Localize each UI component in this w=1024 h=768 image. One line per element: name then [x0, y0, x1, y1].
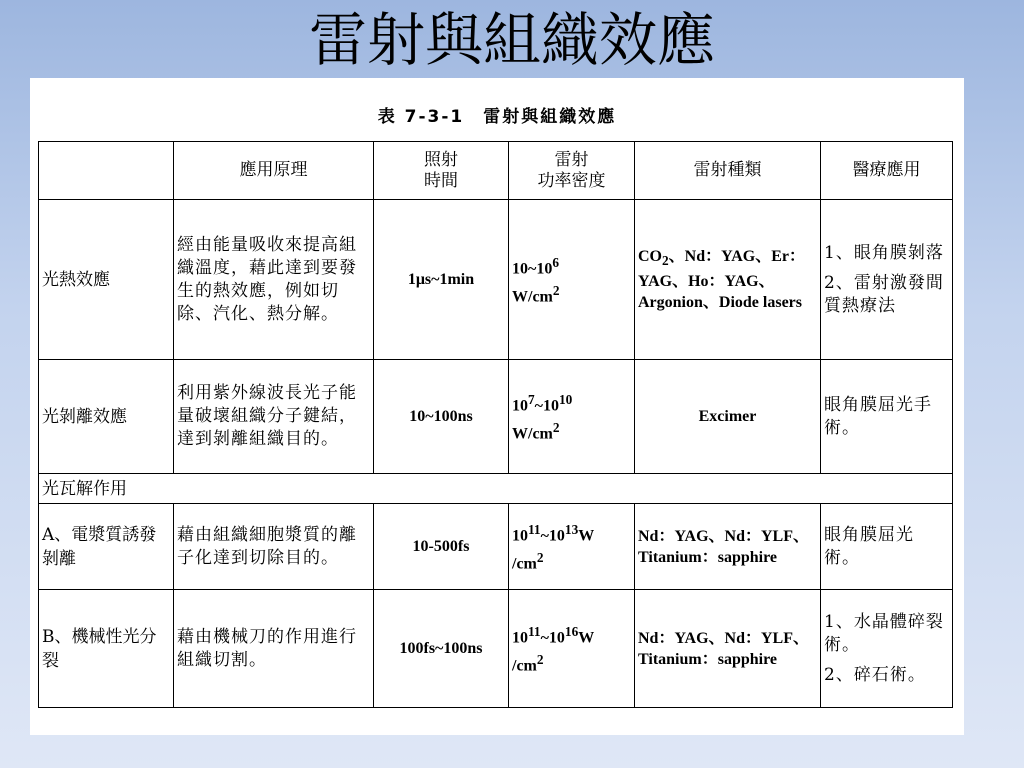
slide-title: 雷射與組織效應 [308, 6, 715, 74]
cell-medical-application: 1、水晶體碎裂術。 2、碎石術。 [821, 590, 953, 708]
row-label-photothermal: 光熱效應 [39, 200, 174, 360]
header-power-density: 雷射 功率密度 [509, 142, 635, 200]
cell-power-density: $10^7\sim 10^{10}$ $W/cm^2$ [509, 360, 635, 474]
header-laser-type: 雷射種類 [635, 142, 821, 200]
section-photodisruption: 光瓦解作用 [39, 474, 953, 504]
cell-exposure-time: 1μs~1min [374, 200, 509, 360]
row-label-plasma-ablation: A、電漿質誘發剝離 [39, 504, 174, 590]
cell-power-density: $10^{11}\sim 10^{13}W$ $/cm^2$ [509, 504, 635, 590]
row-label-photoablation: 光剝離效應 [39, 360, 174, 474]
cell-power-density: $10^{11}\sim 10^{16}W$ $/cm^2$ [509, 590, 635, 708]
cell-exposure-time: 10-500fs [374, 504, 509, 590]
table-image-panel [30, 78, 964, 735]
cell-medical-application: 1、眼角膜剝落 2、雷射激發間質熱療法 [821, 200, 953, 360]
cell-principle: 藉由組織細胞漿質的離子化達到切除目的。 [174, 504, 374, 590]
cell-power-density: $10\sim 10^6$ $W/cm^2$ [509, 200, 635, 360]
row-label-mechanical-disruption: B、機械性光分裂 [39, 590, 174, 708]
cell-medical-application: 眼角膜屈光手術。 [821, 360, 953, 474]
cell-principle: 經由能量吸收來提高組織溫度，藉此達到要發生的熱效應，例如切除、汽化、熱分解。 [174, 200, 374, 360]
table-row [39, 200, 953, 360]
table-header-row [39, 142, 953, 200]
cell-medical-application: 眼角膜屈光術。 [821, 504, 953, 590]
cell-laser-type: Nd：YAG、Nd：YLF、Titanium：sapphire [635, 504, 821, 590]
table-row [39, 504, 953, 590]
table-row [39, 590, 953, 708]
table-caption: 表 7-3-1 雷射與組織效應 [377, 107, 617, 127]
header-exposure-time: 照射 時間 [374, 142, 509, 200]
cell-exposure-time: 10~100ns [374, 360, 509, 474]
header-principle: 應用原理 [174, 142, 374, 200]
cell-laser-type: Nd：YAG、Nd：YLF、Titanium：sapphire [635, 590, 821, 708]
table-row [39, 360, 953, 474]
cell-laser-type: Excimer [635, 360, 821, 474]
header-medical-application: 醫療應用 [821, 142, 953, 200]
table-section-row [39, 474, 953, 504]
cell-exposure-time: 100fs~100ns [374, 590, 509, 708]
cell-principle: 利用紫外線波長光子能量破壞組織分子鍵結，達到剝離組織目的。 [174, 360, 374, 474]
header-blank [39, 142, 174, 200]
laser-tissue-effects-table [38, 141, 953, 708]
cell-principle: 藉由機械刀的作用進行組織切割。 [174, 590, 374, 708]
cell-laser-type: $CO_2$、Nd：YAG、Er：YAG、Ho：YAG、Argonion、Diode lasers [635, 200, 821, 360]
